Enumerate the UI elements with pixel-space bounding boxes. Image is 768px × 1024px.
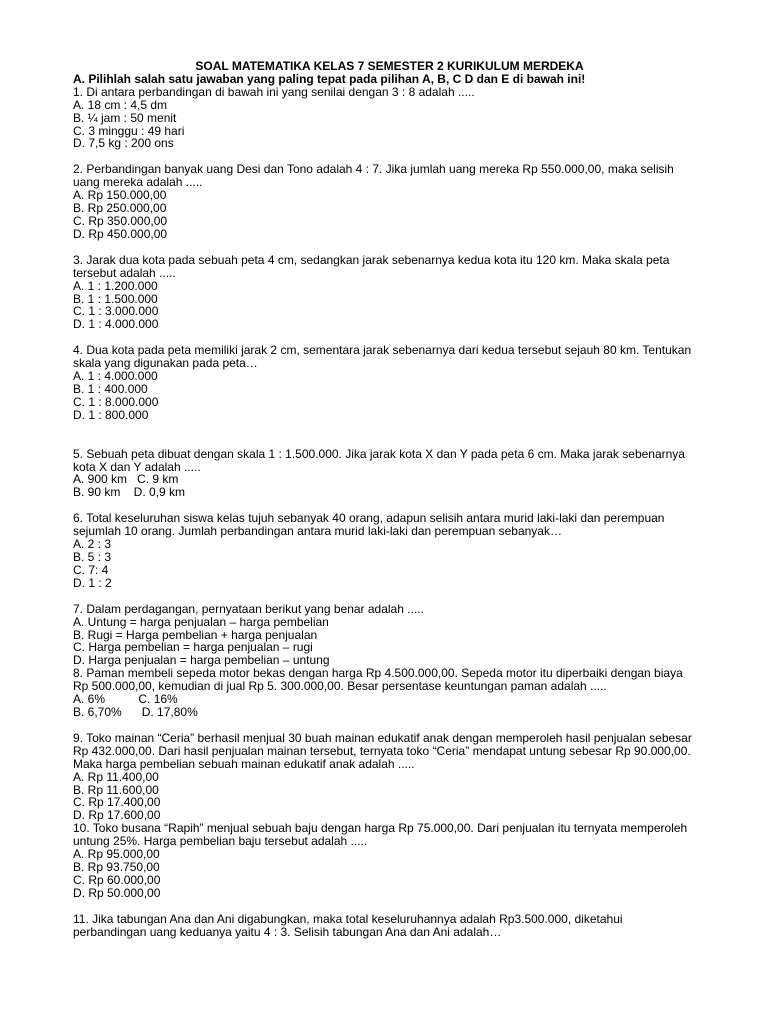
option-a: A. Rp 11.400,00 xyxy=(73,769,159,784)
question-5 xyxy=(73,448,698,500)
spacer xyxy=(73,422,698,448)
document-page xyxy=(73,60,698,938)
question-6 xyxy=(73,512,698,589)
option-row-bd: B. 90 km D. 0,9 km xyxy=(73,485,186,500)
option-d: D. 1 : 2 xyxy=(73,575,112,590)
option-c: C. Harga pembelian = harga penjualan – rugi xyxy=(73,640,313,655)
option-row-ac: A. 6% C. 16% xyxy=(73,692,178,707)
question-text: 5. Sebuah peta dibuat dengan skala 1 : 1.500.000. Jika jarak kota X dan Y pada peta 6 cm. Maka jarak sebenarnya kota X dan Y adalah ..... xyxy=(73,446,685,474)
option-a: A. 2 : 3 xyxy=(73,537,112,552)
question-4 xyxy=(73,344,698,421)
question-11 xyxy=(73,913,698,939)
question-text: 6. Total keseluruhan siswa kelas tujuh sebanyak 40 orang, adapun selisih antara murid laki-laki dan perempuan sejumlah 10 orang. Jumlah perbandingan antara murid laki-laki dan perempuan sebanyak… xyxy=(73,511,665,539)
option-a: A. Rp 95.000,00 xyxy=(73,847,160,862)
option-b: B. Rugi = Harga pembelian + harga penjualan xyxy=(73,627,318,642)
spacer xyxy=(73,590,698,603)
option-c: C. Rp 60.000,00 xyxy=(73,872,161,887)
option-c: C. 3 minggu : 49 hari xyxy=(73,123,185,138)
question-text: 11. Jika tabungan Ana dan Ani digabungkan, maka total keseluruhannya adalah Rp3.500.000, diketahui perbandingan uang keduanya yaitu 4 : 3. Selisih tabungan Ana dan Ani adalah… xyxy=(73,911,623,939)
option-b: B. Rp 250.000,00 xyxy=(73,201,167,216)
option-b: B. ¼ jam : 50 menit xyxy=(73,110,177,125)
instruction-text: A. Pilihlah salah satu jawaban yang paling tepat pada pilihan A, B, C D dan E di bawah ini! xyxy=(73,71,586,86)
option-c: C. Rp 350.000,00 xyxy=(73,213,168,228)
question-text: 3. Jarak dua kota pada sebuah peta 4 cm, sedangkan jarak sebenarnya kedua kota itu 120 km. Maka skala peta tersebut adalah ..... xyxy=(73,252,670,280)
question-3 xyxy=(73,254,698,331)
question-text: 1. Di antara perbandingan di bawah ini yang senilai dengan 3 : 8 adalah ..... xyxy=(73,84,475,99)
option-d: D. 1 : 800.000 xyxy=(73,407,149,422)
question-2 xyxy=(73,163,698,240)
option-d: D. Harga penjualan = harga pembelian – untung xyxy=(73,653,330,668)
option-a: A. 1 : 4.000.000 xyxy=(73,369,158,384)
option-row-ac: A. 900 km C. 9 km xyxy=(73,472,179,487)
option-a: A. 18 cm : 4,5 dm xyxy=(73,97,168,112)
question-10 xyxy=(73,822,698,899)
question-text: 9. Toko mainan “Ceria” berhasil menjual 30 buah mainan edukatif anak dengan memperoleh hasil penjualan sebesar Rp 432.000,00. Dari hasil penjualan mainan tersebut, ternyata toko “Ceria” mendapat untung sebesar Rp 90.000,00. Maka harga pembelian sebuah mainan edukatif anak adalah ..... xyxy=(73,730,692,771)
option-b: B. 5 : 3 xyxy=(73,550,112,564)
question-1 xyxy=(73,86,698,151)
option-a: A. Untung = harga penjualan – harga pembelian xyxy=(73,614,329,629)
option-d: D. Rp 17.600,00 xyxy=(73,808,161,823)
option-c: C. Rp 17.400,00 xyxy=(73,795,161,810)
question-8 xyxy=(73,667,698,719)
question-7 xyxy=(73,603,698,668)
option-row-bd: B. 6,70% D. 17,80% xyxy=(73,704,198,719)
option-c: C. 1 : 3.000.000 xyxy=(73,304,159,319)
question-text: 4. Dua kota pada peta memiliki jarak 2 cm, sementara jarak sebenarnya dari kedua tersebut sejauh 80 km. Tentukan skala yang digunakan pada peta… xyxy=(73,343,692,371)
option-b: B. Rp 11.600,00 xyxy=(73,782,159,797)
question-text: 7. Dalam perdagangan, pernyataan berikut yang benar adalah ..... xyxy=(73,601,424,616)
option-c: C. 7: 4 xyxy=(73,562,109,577)
question-text: 10. Toko busana “Rapih” menjual sebuah baju dengan harga Rp 75.000,00. Dari penjualan itu ternyata memperoleh untung 25%. Harga pembelian baju tersebut adalah ..... xyxy=(73,821,688,849)
question-text: 2. Perbandingan banyak uang Desi dan Tono adalah 4 : 7. Jika jumlah uang mereka Rp 550.000,00, maka selisih uang mereka adalah ..... xyxy=(73,162,674,190)
option-d: D. 7,5 kg : 200 ons xyxy=(73,136,174,151)
spacer xyxy=(73,719,698,732)
option-c: C. 1 : 8.000.000 xyxy=(73,394,159,409)
option-d: D. 1 : 4.000.000 xyxy=(73,317,159,332)
option-b: B. 1 : 400.000 xyxy=(73,381,148,396)
option-a: A. 1 : 1.200.000 xyxy=(73,278,158,293)
document-title: SOAL MATEMATIKA KELAS 7 SEMESTER 2 KURIKULUM MERDEKA xyxy=(195,59,584,73)
option-d: D. Rp 50.000,00 xyxy=(73,885,161,900)
question-text: 8. Paman membeli sepeda motor bekas dengan harga Rp 4.500.000,00. Sepeda motor itu diperbaiki dengan biaya Rp 500.000,00, kemudian di jual Rp 5. 300.000,00. Besar persentase keuntungan paman adalah ..... xyxy=(73,666,683,694)
option-a: A. Rp 150.000,00 xyxy=(73,188,167,203)
question-9 xyxy=(73,732,698,822)
option-b: B. Rp 93.750,00 xyxy=(73,859,160,874)
spacer xyxy=(73,900,698,913)
option-d: D. Rp 450.000,00 xyxy=(73,226,168,241)
spacer xyxy=(73,241,698,254)
option-b: B. 1 : 1.500.000 xyxy=(73,291,158,306)
